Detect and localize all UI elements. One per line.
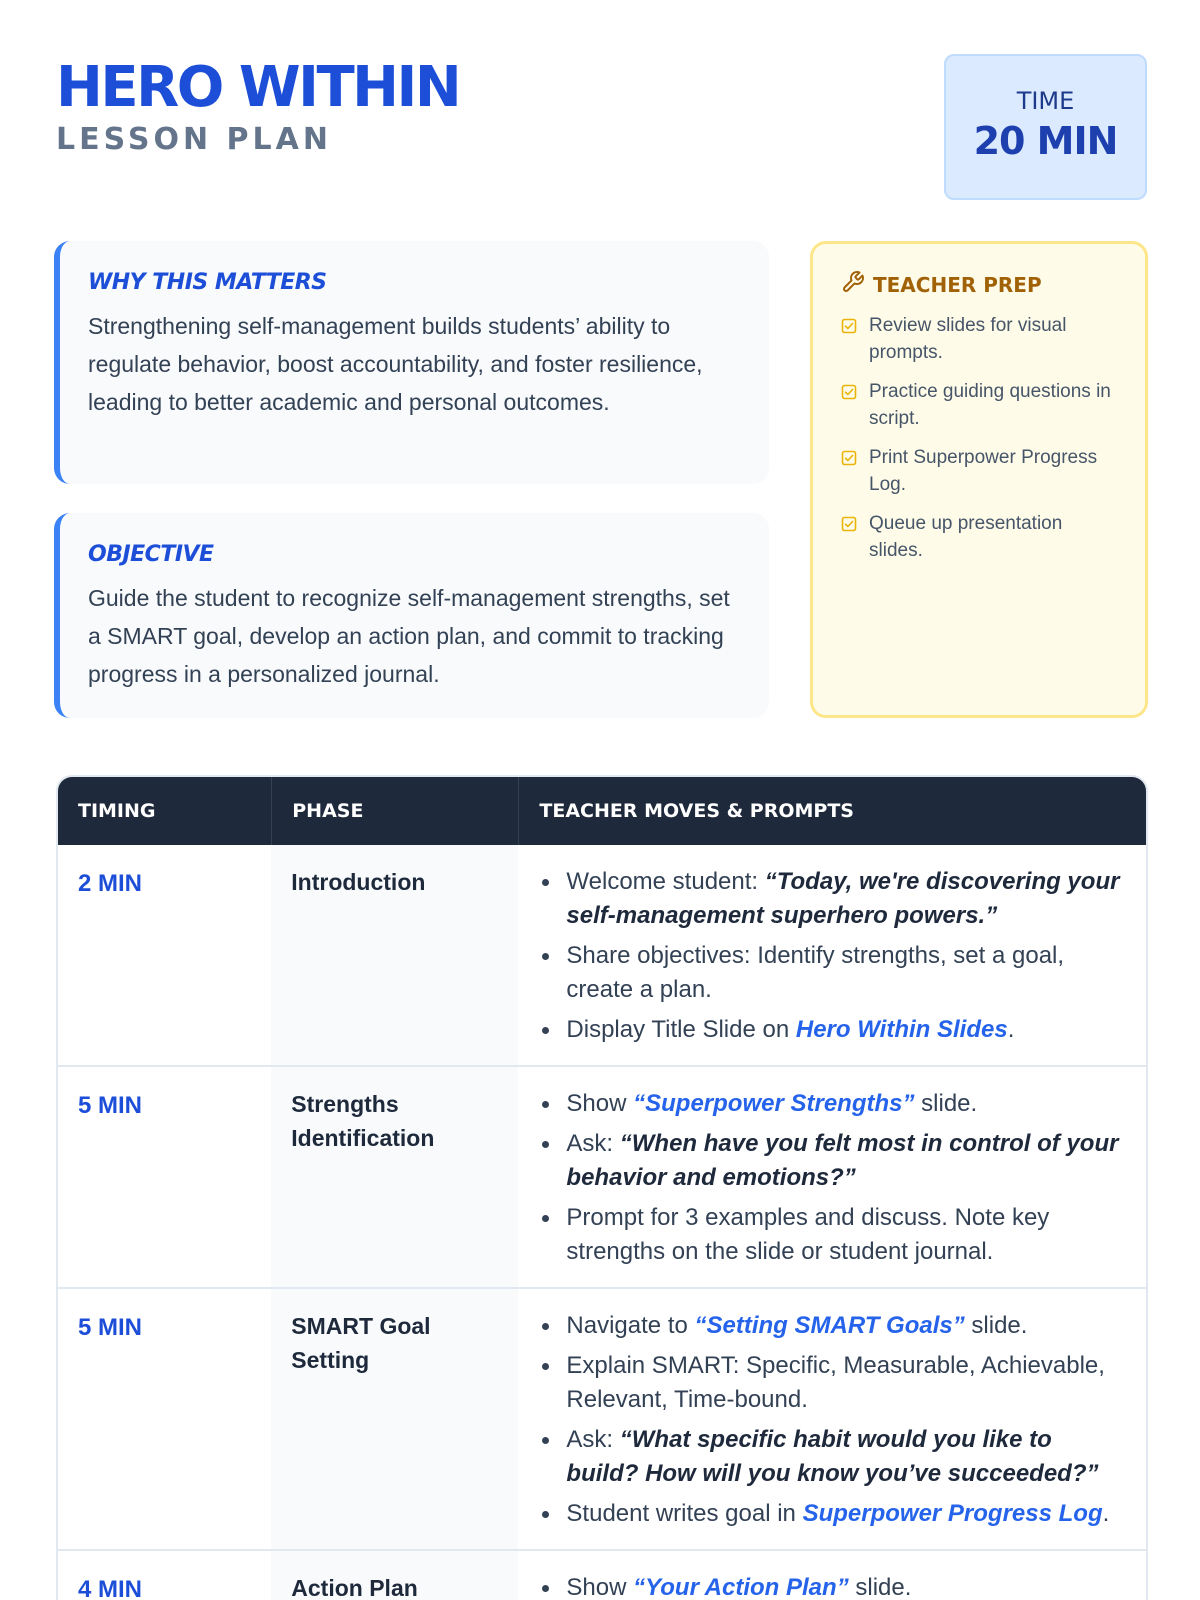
move-text: Student writes goal in (566, 1500, 803, 1527)
move-item (536, 1309, 1126, 1343)
move-text: Prompt for 3 examples and discuss. Note key strengths on the slide or student journal. (566, 1204, 1050, 1265)
why-text: Strengthening self-management builds students’ ability to regulate behavior, boost accountability, and foster resilience, leading to better academic and personal outcomes. (88, 313, 703, 415)
move-item (536, 1087, 1126, 1121)
column-header-timing: TIMING (78, 800, 156, 822)
timing-value: 5 MIN (78, 1092, 143, 1119)
page-header (56, 56, 459, 160)
prep-item-text: Review slides for visual prompts. (869, 315, 1067, 363)
move-item (536, 1127, 1126, 1195)
move-text: Navigate to (566, 1312, 695, 1339)
slide-link[interactable]: “Superpower Strengths” (633, 1090, 915, 1117)
objective-card (54, 513, 769, 718)
phase-cell (271, 1067, 518, 1287)
move-item (536, 1571, 1126, 1600)
moves-cell (518, 1289, 1146, 1549)
slides-link[interactable]: Hero Within Slides (795, 1016, 1008, 1043)
prep-item (841, 444, 1121, 498)
move-text: Display Title Slide on (566, 1016, 796, 1043)
move-text: Ask: (566, 1426, 620, 1453)
move-item (536, 1349, 1126, 1417)
phase-cell (271, 1289, 518, 1549)
checkbox-icon (841, 516, 857, 532)
phase-cell (271, 845, 518, 1065)
why-this-matters-card (54, 241, 769, 484)
move-text-post: slide. (964, 1312, 1028, 1339)
prep-item (841, 510, 1121, 564)
table-row (58, 1067, 1146, 1289)
objective-title: OBJECTIVE (88, 542, 214, 567)
page-title: HERO WITHIN (56, 55, 460, 120)
timing-value: 4 MIN (78, 1576, 143, 1600)
move-text: Show (566, 1574, 634, 1600)
prep-item (841, 378, 1121, 432)
progress-log-link[interactable]: Superpower Progress Log (802, 1500, 1103, 1527)
moves-list (536, 865, 1126, 1047)
checkbox-icon (841, 450, 857, 466)
time-label: TIME (1016, 87, 1075, 115)
table-row (58, 845, 1146, 1067)
move-item (536, 1423, 1126, 1491)
moves-list (536, 1571, 1126, 1600)
time-value: 20 MIN (973, 119, 1118, 163)
phase-name: Introduction (291, 869, 426, 895)
wrench-icon (841, 270, 865, 300)
move-item (536, 939, 1126, 1007)
move-text: Explain SMART: Specific, Measurable, Achievable, Relevant, Time-bound. (566, 1352, 1105, 1413)
teacher-prep-card (810, 241, 1148, 718)
moves-cell (518, 1551, 1146, 1600)
timing-cell (58, 1551, 271, 1600)
move-text-post: slide. (848, 1574, 912, 1600)
slide-link[interactable]: “Your Action Plan” (633, 1574, 849, 1600)
move-text: Share objectives: Identify strengths, set a goal, create a plan. (566, 942, 1065, 1003)
why-title: WHY THIS MATTERS (88, 270, 327, 295)
phase-name: SMART Goal Setting (291, 1313, 431, 1373)
moves-cell (518, 845, 1146, 1065)
move-item (536, 1201, 1126, 1269)
prep-item-text: Print Superpower Progress Log. (869, 447, 1098, 495)
move-text: Ask: (566, 1130, 620, 1157)
move-item (536, 1497, 1126, 1531)
slide-link[interactable]: “Setting SMART Goals” (694, 1312, 965, 1339)
phase-cell (271, 1551, 518, 1600)
table-row (58, 1551, 1146, 1600)
timing-cell (58, 845, 271, 1065)
phase-name: Action Plan (291, 1575, 418, 1600)
move-quote: “What specific habit would you like to build? How will you know you’ve succeeded?” (566, 1426, 1099, 1487)
table-header (58, 777, 1146, 845)
move-text: Welcome student: (566, 868, 765, 895)
teacher-prep-title: TEACHER PREP (873, 273, 1042, 297)
moves-cell (518, 1067, 1146, 1287)
move-quote: “When have you felt most in control of your behavior and emotions?” (566, 1130, 1119, 1191)
objective-text: Guide the student to recognize self-management strengths, set a SMART goal, develop an action plan, and commit to tracking progress in a personalized journal. (88, 585, 730, 687)
move-item (536, 865, 1126, 933)
time-badge (944, 54, 1147, 200)
lesson-table (56, 775, 1148, 1600)
checkbox-icon (841, 384, 857, 400)
table-row (58, 1289, 1146, 1551)
prep-item-text: Queue up presentation slides. (869, 513, 1063, 561)
column-header-moves: TEACHER MOVES & PROMPTS (518, 777, 1146, 845)
teacher-prep-heading (841, 270, 1121, 300)
move-quote: “Today, we're discovering your self-management superhero powers.” (566, 868, 1120, 929)
timing-value: 2 MIN (78, 870, 143, 897)
moves-list (536, 1309, 1126, 1531)
move-text-post: . (1007, 1016, 1015, 1043)
timing-cell (58, 1067, 271, 1287)
timing-cell (58, 1289, 271, 1549)
page-subtitle: LESSON PLAN (56, 122, 332, 157)
move-text-post: slide. (914, 1090, 978, 1117)
column-header-phase: PHASE (271, 777, 518, 845)
checkbox-icon (841, 318, 857, 334)
prep-item (841, 312, 1121, 366)
timing-value: 5 MIN (78, 1314, 143, 1341)
moves-list (536, 1087, 1126, 1269)
move-text-post: . (1102, 1500, 1110, 1527)
phase-name: Strengths Identification (291, 1091, 435, 1151)
prep-item-text: Practice guiding questions in script. (869, 381, 1111, 429)
move-item (536, 1013, 1126, 1047)
move-text: Show (566, 1090, 634, 1117)
teacher-prep-list (841, 312, 1121, 564)
